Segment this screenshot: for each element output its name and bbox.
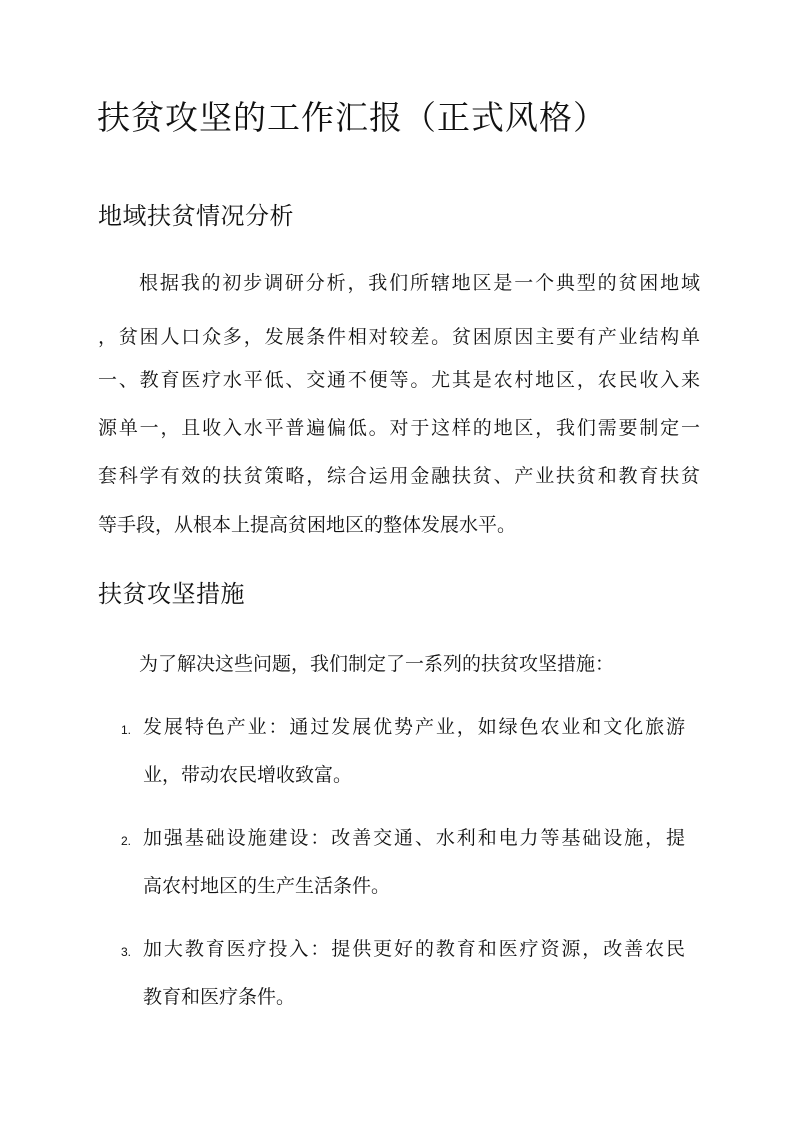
- list-item-line: 加大教育医疗投入：提供更好的教育和医疗资源，改善农民: [143, 938, 685, 960]
- measures-intro: 为了解决这些问题，我们制定了一系列的扶贫攻坚措施：: [139, 653, 615, 675]
- paragraph-line: ，贫困人口众多，发展条件相对较差。贫困原因主要有产业结构单: [98, 326, 700, 348]
- list-item-number: 2.: [121, 834, 132, 848]
- list-item-line: 高农村地区的生产生活条件。: [143, 875, 391, 897]
- paragraph-line: 源单一，且收入水平普遍偏低。对于这样的地区，我们需要制定一: [98, 417, 700, 439]
- list-item-line: 业，带动农民增收致富。: [143, 764, 353, 786]
- section-heading-measures: 扶贫攻坚措施: [98, 580, 245, 608]
- list-item-line: 教育和医疗条件。: [143, 986, 296, 1008]
- list-item-line: 发展特色产业：通过发展优势产业，如绿色农业和文化旅游: [143, 716, 685, 738]
- document-title: 扶贫攻坚的工作汇报（正式风格）: [97, 98, 607, 137]
- list-item-number: 1.: [121, 723, 132, 737]
- section-heading-analysis: 地域扶贫情况分析: [98, 202, 294, 230]
- list-item-number: 3.: [121, 945, 132, 959]
- paragraph-line: 等手段，从根本上提高贫困地区的整体发展水平。: [98, 514, 517, 536]
- paragraph-line: 一、教育医疗水平低、交通不便等。尤其是农村地区，农民收入来: [98, 369, 700, 391]
- paragraph-line: 套科学有效的扶贫策略，综合运用金融扶贫、产业扶贫和教育扶贫: [98, 465, 700, 487]
- list-item-line: 加强基础设施建设：改善交通、水利和电力等基础设施，提: [143, 827, 685, 849]
- paragraph-line: 根据我的初步调研分析，我们所辖地区是一个典型的贫困地域: [139, 272, 700, 294]
